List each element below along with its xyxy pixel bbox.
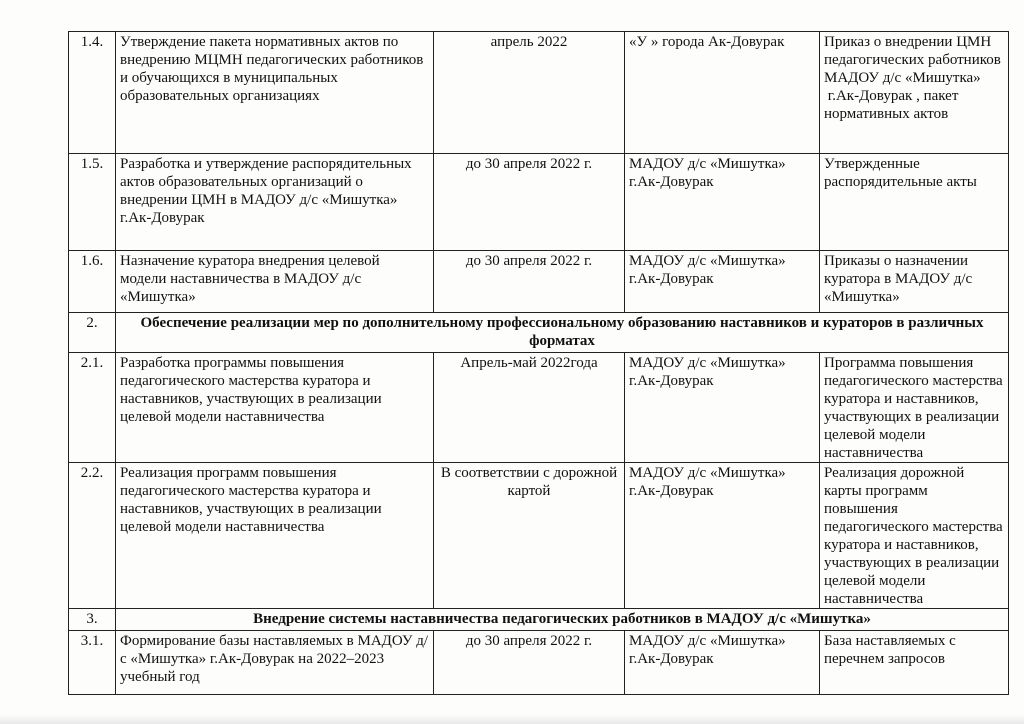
row-action: Назначение куратора внедрения целевой модели наставничества в МАДОУ д/с «Мишутка» (116, 251, 434, 313)
row-responsible: МАДОУ д/с «Мишутка» г.Ак-Довурак (625, 463, 820, 609)
row-deadline: апрель 2022 (434, 32, 625, 154)
row-number: 1.4. (69, 32, 116, 154)
row-number: 1.6. (69, 251, 116, 313)
row-number: 3.1. (69, 631, 116, 695)
row-action: Утверждение пакета нормативных актов по внедрению МЦМН педагогических работников и обучающихся в муниципальных образовательных организациях (116, 32, 434, 154)
result-line: Программа повышения педагогического мастерства куратора и наставников, участвующих в реализации целевой модели наставничества (824, 355, 1003, 461)
row-responsible: МАДОУ д/с «Мишутка» г.Ак-Довурак (625, 154, 820, 251)
scan-bottom-edge (0, 714, 1024, 724)
row-action: Разработка и утверждение распорядительных актов образовательных организаций о внедрении ЦМН в МАДОУ д/с «Мишутка» г.Ак-Довурак (116, 154, 434, 251)
result-line: г.Ак-Довурак , пакет нормативных актов (824, 88, 963, 122)
table-row (69, 251, 1009, 313)
section-title: Внедрение системы наставничества педагогических работников в МАДОУ д/с «Мишутка» (116, 609, 1009, 631)
result-line: Реализация дорожной карты программ повышения педагогического мастерства куратора и наставников, участвующих в реализации целевой модели наставничества (824, 465, 1003, 607)
row-result (820, 631, 1009, 695)
row-number: 2.2. (69, 463, 116, 609)
row-action: Разработка программы повышения педагогического мастерства куратора и наставников, участвующих в реализации целевой модели наставничества (116, 353, 434, 463)
row-result (820, 353, 1009, 463)
table-row (69, 154, 1009, 251)
row-action: Формирование базы наставляемых в МАДОУ д/с «Мишутка» г.Ак-Довурак на 2022–2023 учебный год (116, 631, 434, 695)
row-result (820, 251, 1009, 313)
row-deadline: до 30 апреля 2022 г. (434, 251, 625, 313)
result-line: Приказы о назначении куратора в МАДОУ д/с «Мишутка» (824, 253, 973, 305)
row-deadline: В соответствии с дорожной картой (434, 463, 625, 609)
row-responsible: МАДОУ д/с «Мишутка» г.Ак-Довурак (625, 251, 820, 313)
row-deadline: до 30 апреля 2022 г. (434, 154, 625, 251)
plan-table-body (69, 32, 1009, 695)
table-row (69, 32, 1009, 154)
row-deadline: Апрель-май 2022года (434, 353, 625, 463)
section-number: 3. (69, 609, 116, 631)
table-row (69, 353, 1009, 463)
row-result (820, 32, 1009, 154)
action-plan-table (68, 31, 1009, 695)
table-row (69, 631, 1009, 695)
row-action: Реализация программ повышения педагогического мастерства куратора и наставников, участвующих в реализации целевой модели наставничества (116, 463, 434, 609)
row-responsible: МАДОУ д/с «Мишутка» г.Ак-Довурак (625, 631, 820, 695)
section-number: 2. (69, 313, 116, 353)
section-row (69, 313, 1009, 353)
row-number: 1.5. (69, 154, 116, 251)
row-deadline: до 30 апреля 2022 г. (434, 631, 625, 695)
row-result (820, 154, 1009, 251)
section-title: Обеспечение реализации мер по дополнительному профессиональному образованию наставников и кураторов в различных форматах (116, 313, 1009, 353)
row-result (820, 463, 1009, 609)
section-row (69, 609, 1009, 631)
row-responsible: МАДОУ д/с «Мишутка» г.Ак-Довурак (625, 353, 820, 463)
result-line: База наставляемых с перечнем запросов (824, 633, 956, 667)
result-line: Утвержденные распорядительные акты (824, 156, 977, 190)
result-line: Приказ о внедрении ЦМН педагогических работников МАДОУ д/с «Мишутка» (824, 34, 1001, 86)
row-responsible: «У » города Ак-Довурак (625, 32, 820, 154)
row-number: 2.1. (69, 353, 116, 463)
table-row (69, 463, 1009, 609)
